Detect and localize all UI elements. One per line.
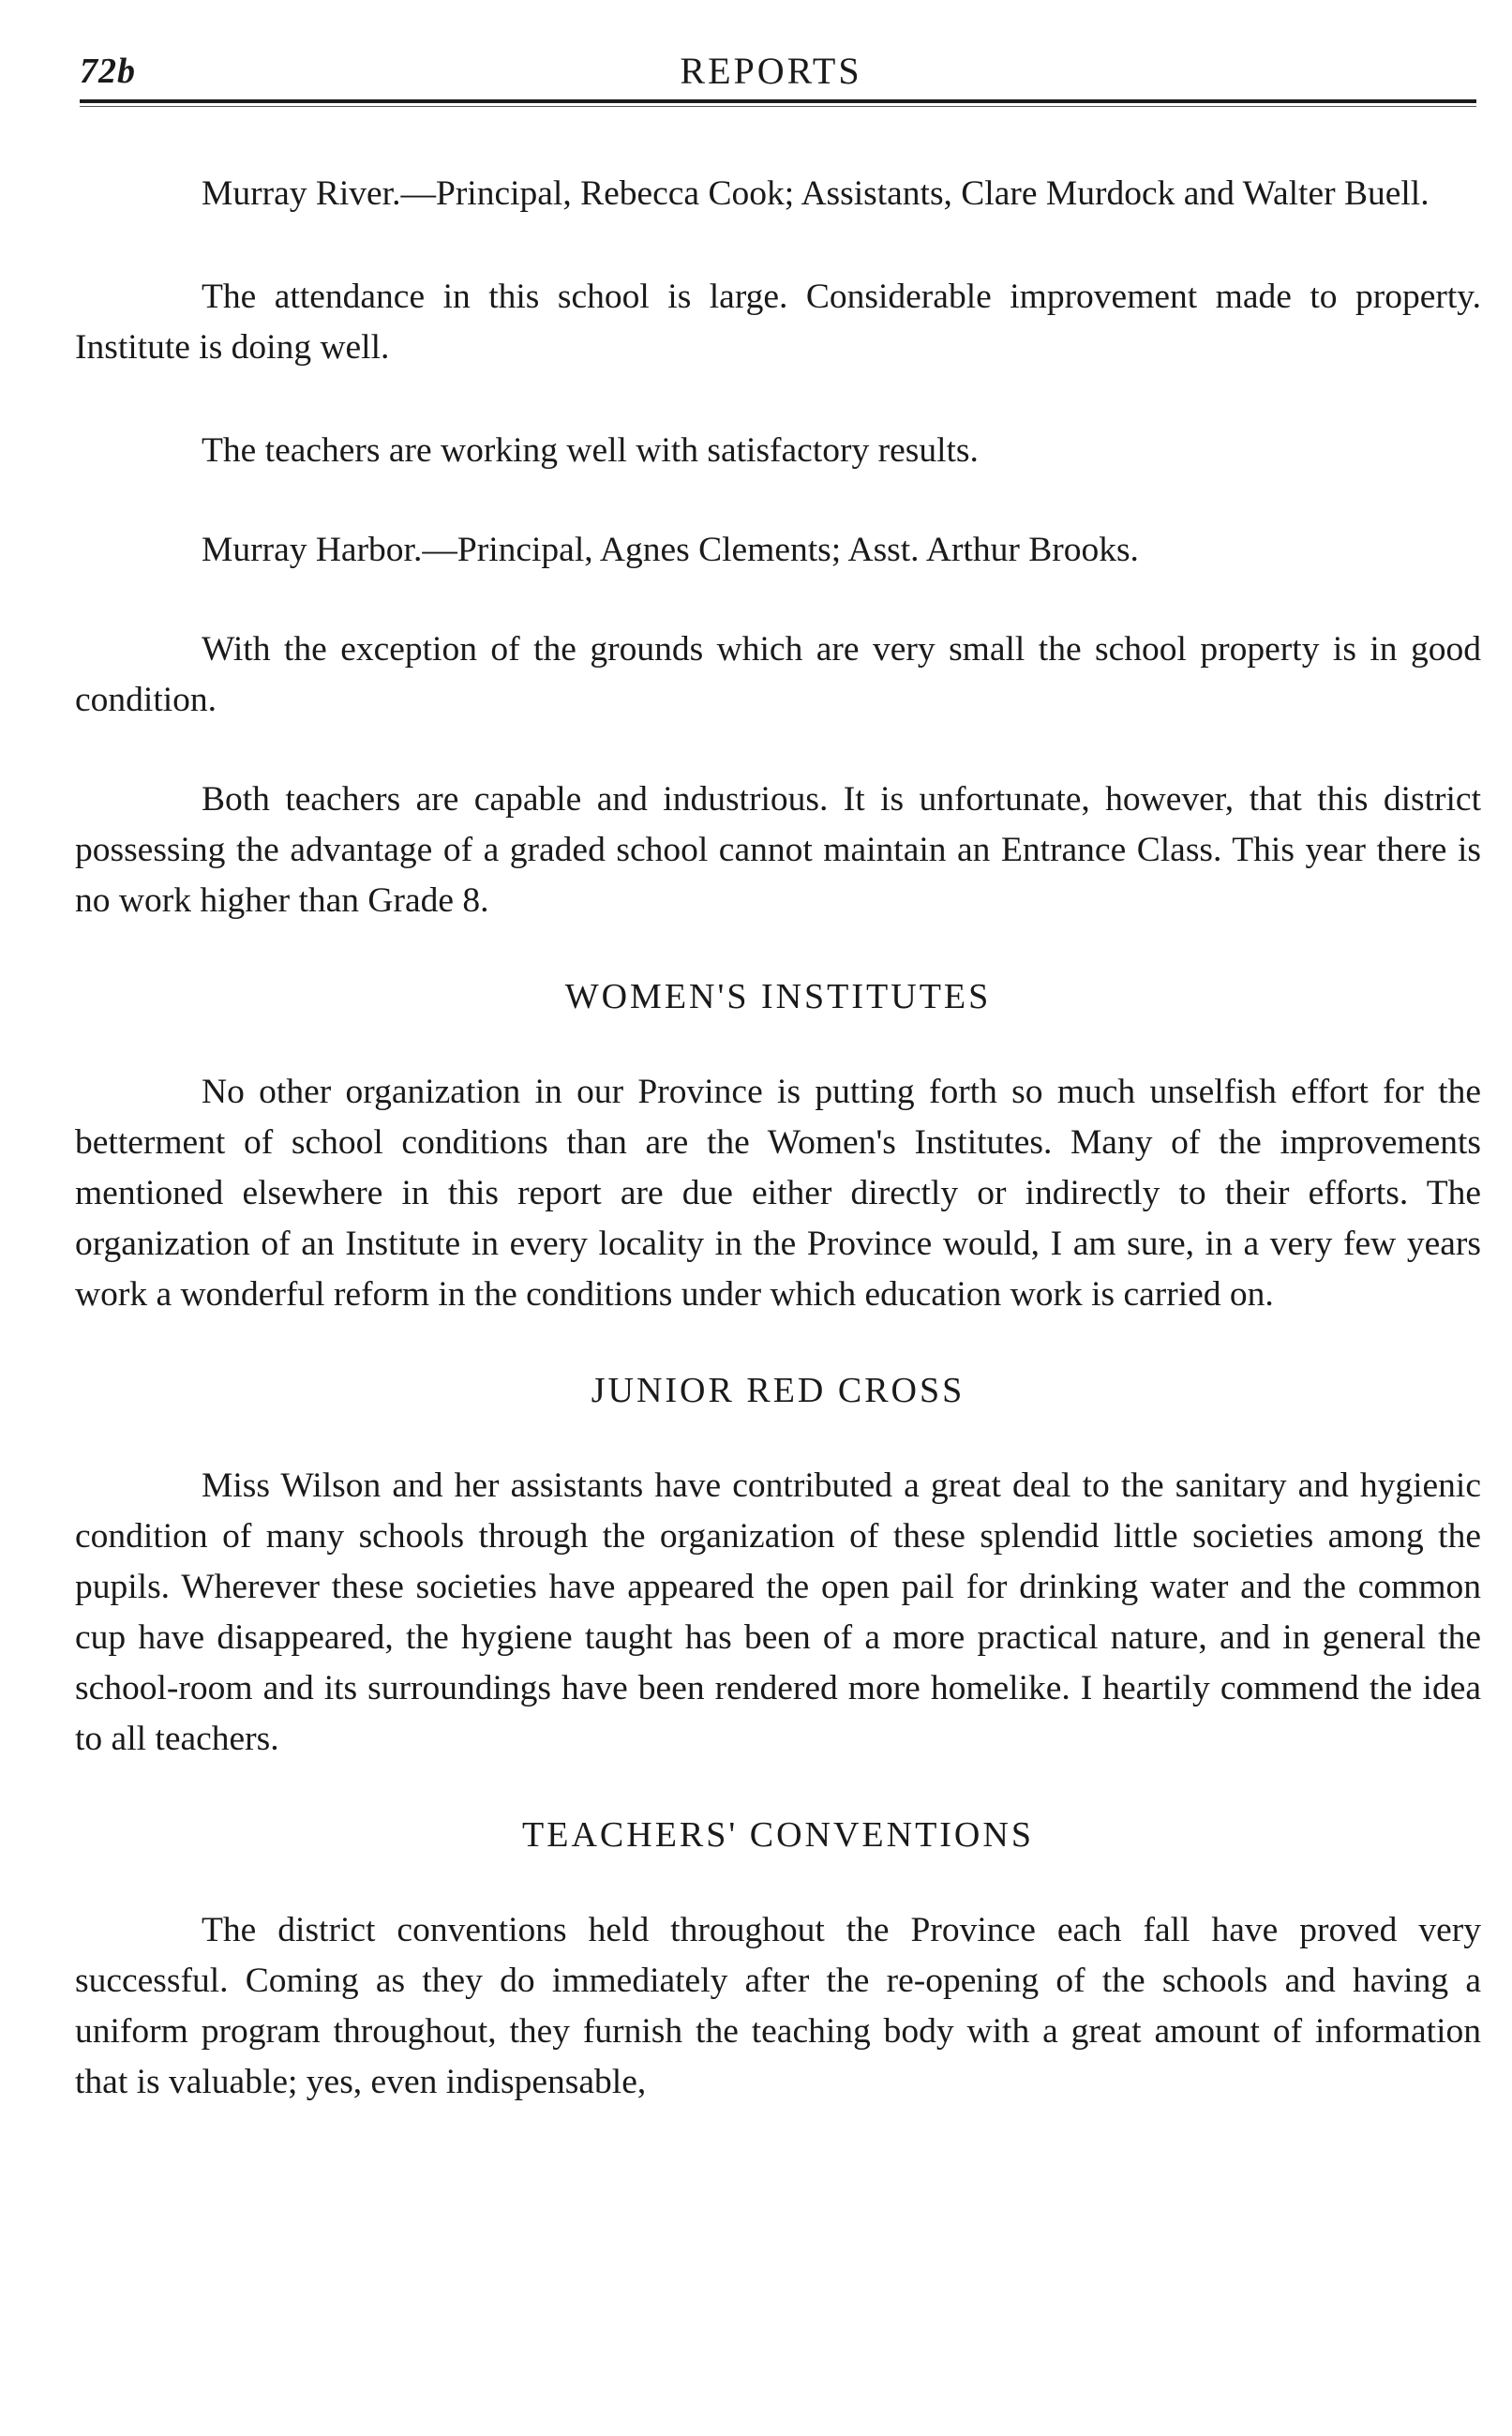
paragraph-junior-red-cross: Miss Wilson and her assistants have contributed a great deal to the sanitary and hygienic condition of many schools through the organization of these splendid little societies among the pupils. Wherever these societies have appeared the open pail for drinking water and the common cup have disappeared, the hygiene taught has been of a more practical nature, and in general the school-room and its surroundings have been rendered more homelike. I heartily commend the idea to all teachers. [75, 1466, 1481, 1758]
paragraph-womens-institutes: No other organization in our Province is putting forth so much unselfish effort for the betterment of school conditions than are the Women's Institutes. Many of the improvements mentioned elsewhere in this report are due either directly or indirectly to their efforts. The organization of an Institute in every locality in the Province would, I am sure, in a very few years work a wonderful reform in the conditions under which education work is carried on. [75, 1073, 1481, 1314]
paragraph-murray-river: Murray River.—Principal, Rebecca Cook; Assistants, Clare Murdock and Walter Buell. [202, 174, 1430, 213]
paragraph-grounds: With the exception of the grounds which are very small the school property is in good condition. [75, 630, 1481, 719]
heading-teachers-conventions: TEACHERS' CONVENTIONS [522, 1815, 1034, 1855]
heading-womens-institutes: WOMEN'S INSTITUTES [564, 977, 992, 1016]
paragraph-murray-harbor: Murray Harbor.—Principal, Agnes Clements; Asst. Arthur Brooks. [202, 531, 1139, 569]
paragraph-attendance: The attendance in this school is large. Considerable improvement made to property. Institute is doing well. [75, 278, 1481, 367]
paragraph-teachers-working: The teachers are working well with satisfactory results. [202, 431, 979, 470]
running-head: REPORTS [680, 50, 862, 92]
paragraph-both-teachers: Both teachers are capable and industrious. It is unfortunate, however, that this district possessing the advantage of a graded school cannot maintain an Entrance Class. This year there is no work higher than Grade 8. [75, 780, 1481, 920]
heading-junior-red-cross: JUNIOR RED CROSS [591, 1371, 966, 1410]
header-rule [80, 99, 1476, 107]
body-text [75, 169, 1481, 2108]
page-number: 72b [80, 52, 136, 91]
paragraph-teachers-conventions: The district conventions held throughout the Province each fall have proved very successful. Coming as they do immediately after the re-opening of the schools and having a uniform program throughout, they furnish the teaching body with a great amount of information that is valuable; yes, even indispensable, [75, 1911, 1481, 2101]
page-header [80, 45, 1462, 92]
